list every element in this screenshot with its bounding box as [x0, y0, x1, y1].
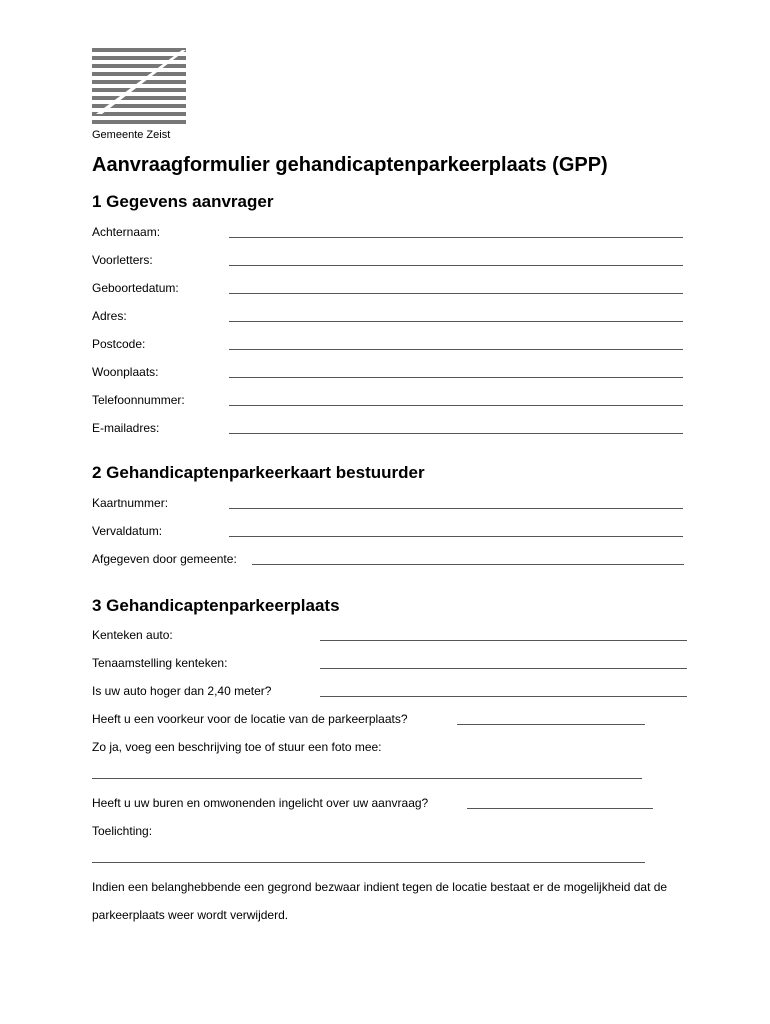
field-label: Afgegeven door gemeente:	[92, 552, 237, 566]
emailadres-input[interactable]	[229, 433, 683, 434]
adres-input[interactable]	[229, 321, 683, 322]
gemeente-zeist-logo	[92, 48, 186, 124]
field-label: Adres:	[92, 309, 127, 323]
field-label: Heeft u een voorkeur voor de locatie van de parkeerplaats?	[92, 712, 408, 726]
kaartnummer-input[interactable]	[229, 508, 683, 509]
field-label: Woonplaats:	[92, 365, 159, 379]
field-label: Achternaam:	[92, 225, 161, 239]
voorletters-input[interactable]	[229, 265, 683, 266]
section-1-heading: 1 Gegevens aanvrager	[92, 192, 274, 211]
postcode-input[interactable]	[229, 349, 683, 350]
section-3-heading: 3 Gehandicaptenparkeerplaats	[92, 596, 340, 615]
toelichting-input[interactable]	[92, 862, 645, 863]
telefoonnummer-input[interactable]	[229, 405, 683, 406]
kenteken-auto-input[interactable]	[320, 640, 687, 641]
buren-ingelicht-input[interactable]	[467, 808, 653, 809]
field-label: Telefoonnummer:	[92, 393, 185, 407]
auto-hoger-dan-input[interactable]	[320, 696, 687, 697]
tenaamstelling-kenteken-input[interactable]	[320, 668, 687, 669]
notice-line-2: parkeerplaats weer wordt verwijderd.	[92, 908, 289, 922]
field-label: Vervaldatum:	[92, 524, 163, 538]
vervaldatum-input[interactable]	[229, 536, 683, 537]
toelichting-label: Toelichting:	[92, 824, 153, 838]
geboortedatum-input[interactable]	[229, 293, 683, 294]
achternaam-input[interactable]	[229, 237, 683, 238]
voorkeur-locatie-input[interactable]	[457, 724, 645, 725]
notice-line-1: Indien een belanghebbende een gegrond bezwaar indient tegen de locatie bestaat er de mogelijkheid dat de	[92, 880, 668, 894]
field-label: Tenaamstelling kenteken:	[92, 656, 228, 670]
field-label: Kaartnummer:	[92, 496, 169, 510]
field-label: E-mailadres:	[92, 421, 160, 435]
section-2-heading: 2 Gehandicaptenparkeerkaart bestuurder	[92, 463, 425, 482]
beschrijving-label: Zo ja, voeg een beschrijving toe of stuur een foto mee:	[92, 740, 382, 754]
beschrijving-input[interactable]	[92, 778, 642, 779]
page-title: Aanvraagformulier gehandicaptenparkeerplaats (GPP)	[92, 154, 608, 176]
afgegeven-door-gemeente-input[interactable]	[252, 564, 684, 565]
field-label: Postcode:	[92, 337, 146, 351]
field-label: Geboortedatum:	[92, 281, 179, 295]
field-label: Voorletters:	[92, 253, 153, 267]
field-label: Is uw auto hoger dan 2,40 meter?	[92, 684, 272, 698]
municipality-name: Gemeente Zeist	[92, 129, 171, 141]
woonplaats-input[interactable]	[229, 377, 683, 378]
field-label: Heeft u uw buren en omwonenden ingelicht over uw aanvraag?	[92, 796, 429, 810]
field-label: Kenteken auto:	[92, 628, 173, 642]
